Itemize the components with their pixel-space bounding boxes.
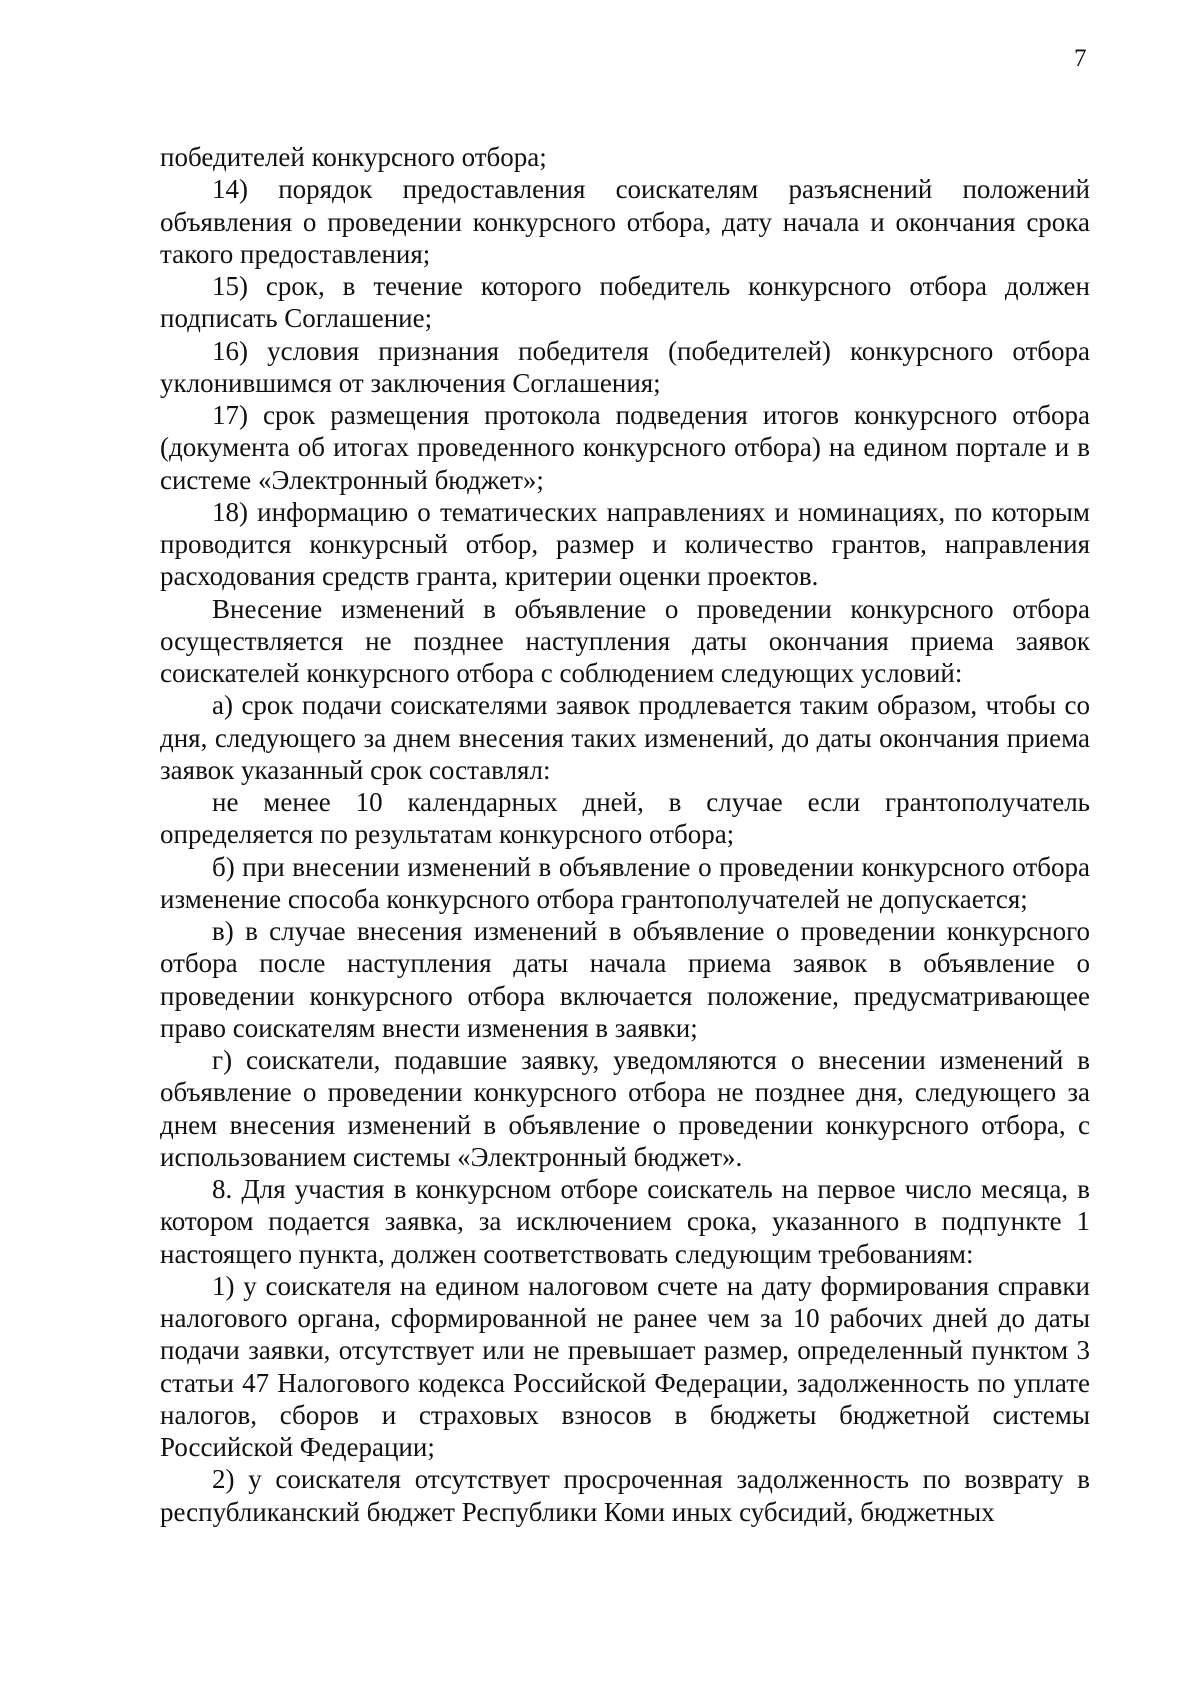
paragraph-item-18: 18) информацию о тематических направлениях и номинациях, по которым проводится конкурсный отбор, размер и количество грантов, направления расходования средств гранта, критерии оценки проектов. [160, 496, 1090, 592]
paragraph-requirement-1: 1) у соискателя на едином налоговом счете на дату формирования справки налогового органа, сформированной не ранее чем за 10 рабочих дней до даты подачи заявки, отсутствует или не превышает размер, определенный пунктом 3 статьи 47 Налогового кодекса Российской Федерации, задолженность по уплате налогов, сборов и страховых взносов в бюджеты бюджетной системы Российской Федерации; [160, 1270, 1090, 1462]
paragraph-continuation: победителей конкурсного отбора; [160, 142, 547, 172]
paragraph-item-17: 17) срок размещения протокола подведения итогов конкурсного отбора (документа об итогах проведенного конкурсного отбора) на едином портале и в системе «Электронный бюджет»; [160, 400, 1090, 495]
paragraph-item-14: 14) порядок предоставления соискателям разъяснений положений объявления о проведении конкурсного отбора, дату начала и окончания срока такого предоставления; [160, 174, 1090, 269]
paragraph-subitem-v: в) в случае внесения изменений в объявление о проведении конкурсного отбора после наступления даты начала приема заявок в объявление о проведении конкурсного отбора включается положение, предусматривающее право соискателям внести изменения в заявки; [160, 916, 1090, 1043]
paragraph-item-15: 15) срок, в течение которого победитель конкурсного отбора должен подписать Соглашение; [160, 271, 1090, 334]
paragraph-amendments: Внесение изменений в объявление о проведении конкурсного отбора осуществляется не позднее наступления даты окончания приема заявок соискателей конкурсного отбора с соблюдением следующих условий: [160, 593, 1090, 688]
paragraph-subitem-g: г) соискатели, подавшие заявку, уведомляются о внесении изменений в объявление о проведении конкурсного отбора не позднее дня, следующего за днем внесения изменений в объявление о проведении конкурсного отбора, с использованием системы «Электронный бюджет». [160, 1045, 1090, 1172]
paragraph-subitem-b: б) при внесении изменений в объявление о проведении конкурсного отбора изменение способа конкурсного отбора грантополучателей не допускается; [160, 851, 1090, 914]
paragraph-subitem-a-term: не менее 10 календарных дней, в случае если грантополучатель определяется по результатам конкурсного отбора; [160, 787, 1090, 850]
paragraph-section-8: 8. Для участия в конкурсном отборе соискатель на первое число месяца, в котором подается заявка, за исключением срока, указанного в подпункте 1 настоящего пункта, должен соответствовать следующим требованиям: [160, 1174, 1090, 1269]
paragraph-requirement-2: 2) у соискателя отсутствует просроченная задолженность по возврату в республиканский бюджет Республики Коми иных субсидий, бюджетных [160, 1464, 1090, 1527]
paragraph-item-16: 16) условия признания победителя (победителей) конкурсного отбора уклонившимся от заключения Соглашения; [160, 335, 1090, 398]
document-body [160, 141, 1090, 1528]
paragraph-subitem-a: а) срок подачи соискателями заявок продлевается таким образом, чтобы со дня, следующего за днем внесения таких изменений, до даты окончания приема заявок указанный срок составлял: [160, 690, 1090, 785]
page-number: 7 [1074, 45, 1087, 72]
